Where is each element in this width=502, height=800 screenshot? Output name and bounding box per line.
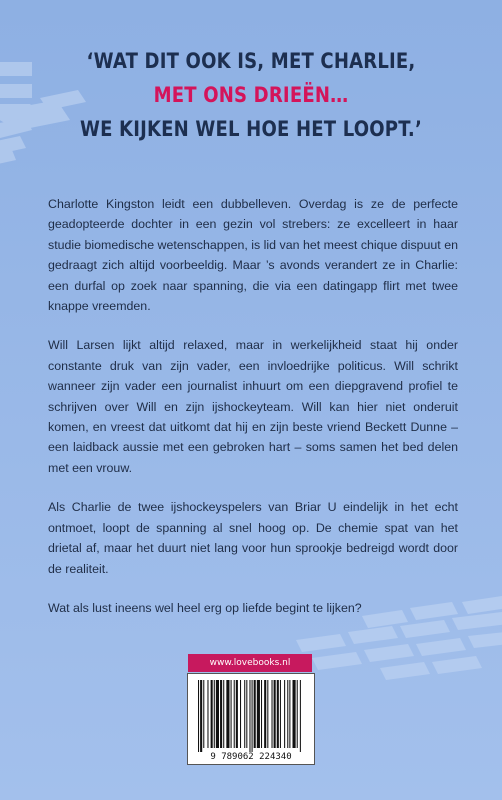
quote-line-1: ‘WAT DIT OOK IS, MET CHARLIE, [86,49,416,73]
barcode-bar [236,680,238,748]
barcode-bar [226,680,229,748]
publisher-url: www.lovebooks.nl [188,654,312,672]
barcode-bar [300,680,301,752]
barcode-bar [234,680,235,748]
barcode-bar [211,680,213,748]
barcode-bar [289,680,290,748]
barcode-bar [287,680,288,748]
quote-line-2-highlight: MET ONS DRIEËN… [153,83,349,107]
barcode-bar [284,680,285,748]
barcode-bar [223,680,224,748]
barcode-bar [264,680,266,748]
barcode-bar [207,680,208,748]
barcode-bar [203,680,204,748]
barcode-bar [220,680,222,748]
barcode-bar [246,680,247,748]
barcode-bar [297,680,298,748]
barcode-bar [252,680,253,752]
barcode-bar [277,680,279,748]
barcode-bar [261,680,262,748]
barcode-bar [257,680,260,748]
blurb-paragraph-4: Wat als lust ineens wel heel erg op liefde begint te lijken? [48,600,362,615]
barcode-bar [280,680,281,748]
blurb-paragraph-3: Als Charlie de twee ijshockeyspelers van Briar U eindelijk in het echt ontmoet, loopt de spanning al snel hoog op. De chemie spat van het drietal af, maar het duurt niet lang voor hun sprookje bedreigd wordt door de realiteit. [48,500,458,576]
blurb [48,194,458,637]
barcode-bar [249,680,250,752]
tagline-quote [35,44,467,146]
barcode-bar [272,680,273,748]
barcode-bar [274,680,276,748]
barcode-bar [293,680,296,748]
barcode-bar [231,680,232,748]
quote-line-3: WE KIJKEN WEL HOE HET LOOPT.’ [79,117,423,141]
blurb-paragraph-1: Charlotte Kingston leidt een dubbelleven. Overdag is ze de perfecte geadopteerde dochter in een gezin vol strebers: ze excelleert in haar studie biomedische wetenschappen, is lid van het meest chique dispuut en gedraagt zich altijd voorbeeldig. Maar ’s avonds verandert ze in Charlie: een durfal op zoek naar spanning, die via een datingapp flirt met twee knappe vreemden. [48,197,458,314]
barcode-bar [214,680,215,748]
barcode-bar [254,680,256,748]
isbn-number: 9 789062 224340 [210,752,292,762]
barcode-bars [188,674,314,764]
barcode-bar [198,680,199,752]
barcode-bar [244,680,245,748]
barcode-bar [240,680,241,748]
barcode-bar [216,680,219,748]
isbn-barcode [187,673,315,765]
barcode-bar [200,680,202,752]
blurb-paragraph-2: Will Larsen lijkt altijd relaxed, maar in werkelijkheid staat hij onder constante druk van zijn vader, een invloedrijke politicus. Will schrikt wanneer zijn vader een journalist inhuurt om een diepgravend profiel te schrijven over Will en zijn ijshockeyteam. Will kan hier niet onderuit komen, en vreest dat uitkomt dat hij en zijn beste vriend Beckett Dunne – een laidback aussie met een gebroken hart – soms samen het bed delen met een vrouw. [48,338,458,475]
barcode-bar [267,680,268,748]
